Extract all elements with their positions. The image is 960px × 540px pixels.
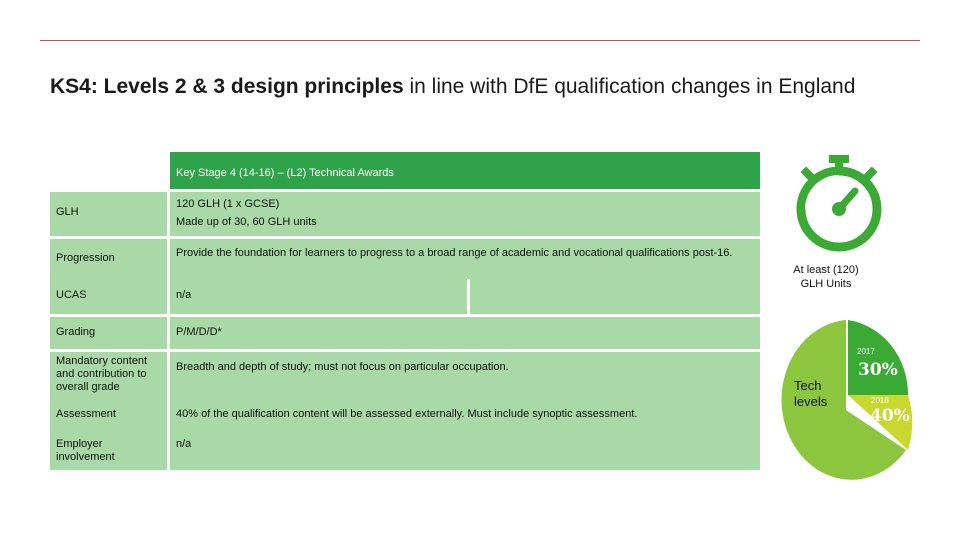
title-bold: KS4: Levels 2 & 3 design principles [50, 75, 404, 98]
table-header: Key Stage 4 (14-16) – (L2) Technical Awards [170, 152, 760, 189]
row-value-ucas: n/a [170, 279, 467, 314]
at-least-label: At least (120) GLH Units [793, 264, 859, 290]
row-label-mandatory: Mandatory content and contribution to overall grade [50, 352, 167, 397]
pie-slice-2017 [848, 320, 908, 395]
qualification-table [50, 152, 760, 470]
row-label-ucas: UCAS [50, 279, 167, 314]
row-value-grading: P/M/D/D* [170, 317, 760, 349]
title-rest: in line with DfE qualification changes in England [403, 75, 856, 98]
pie-center-label: Tech levels [794, 378, 828, 409]
row-value-employer: n/a [170, 434, 760, 470]
page-title [50, 72, 890, 102]
glh-units: Made up of 30, 60 GLH units [176, 216, 317, 228]
glh-value: 120 GLH (1 x GCSE) [176, 198, 280, 210]
row-label-assessment: Assessment [50, 397, 167, 434]
pie-value-2017: 30% [858, 360, 898, 380]
pie-label-2017: 2017 [857, 347, 875, 356]
row-label-glh: GLH [50, 192, 167, 236]
row-value-ucas-empty [470, 279, 760, 314]
row-value-glh [170, 192, 760, 236]
row-label-employer: Employer involvement [50, 434, 167, 470]
row-value-assessment: 40% of the qualification content will be assessed externally. Must include synoptic assessment. [170, 397, 760, 434]
stopwatch-icon [789, 153, 889, 253]
row-value-mandatory: Breadth and depth of study; must not focus on particular occupation. [170, 352, 760, 397]
row-label-grading: Grading [50, 317, 167, 349]
pie-label-2018: 2018 [871, 396, 889, 405]
pie-value-2018: 40% [870, 406, 910, 426]
top-rule [40, 40, 920, 41]
row-value-progression: Provide the foundation for learners to progress to a broad range of academic and vocational qualifications post-16. [170, 239, 760, 279]
row-label-progression: Progression [50, 239, 167, 279]
